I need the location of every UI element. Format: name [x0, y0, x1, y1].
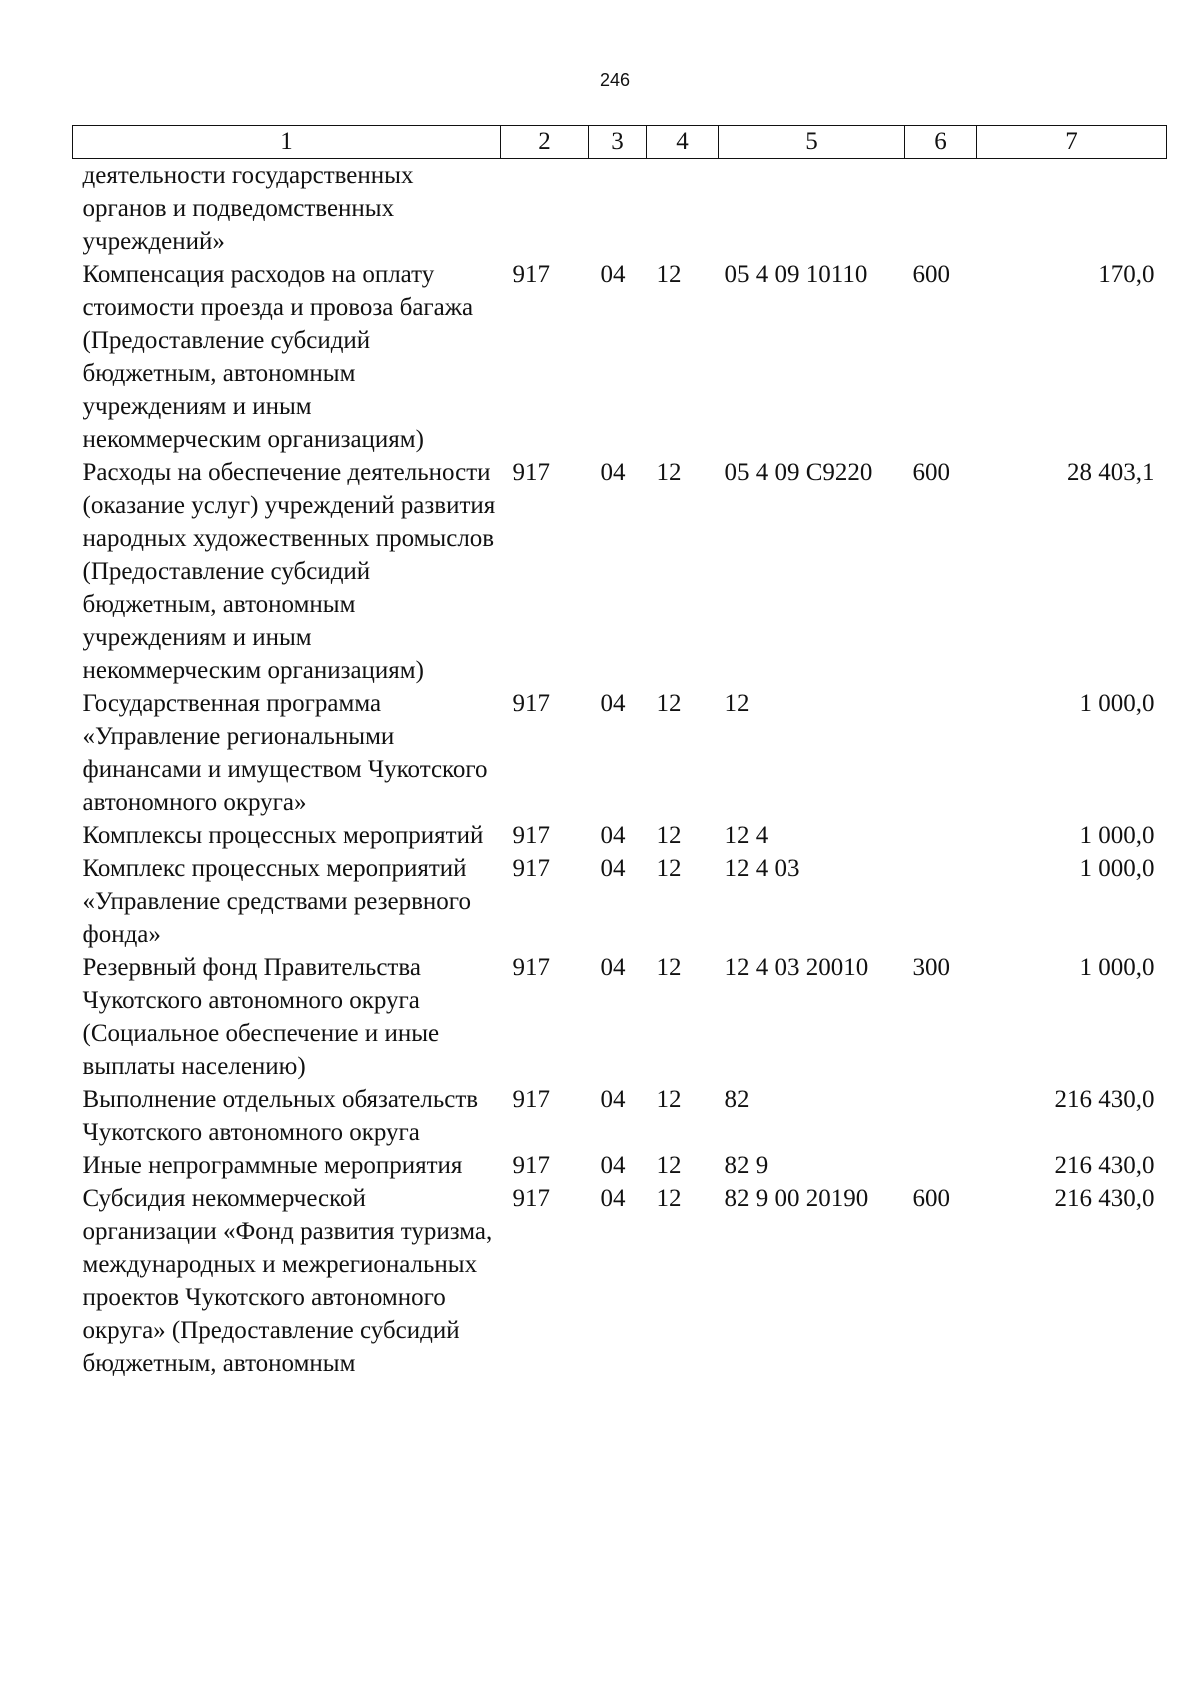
row-name: деятельности государственных органов и подведомственных учреждений»	[82, 162, 414, 255]
row-subsection-code: 12	[656, 459, 682, 486]
row-amount: 216 430,0	[1054, 1086, 1155, 1113]
row-section-code: 04	[600, 459, 626, 486]
row-amount: 216 430,0	[1054, 1185, 1155, 1212]
row-admin-code: 917	[512, 1152, 550, 1179]
row-target-code: 82 9 00 20190	[724, 1185, 869, 1212]
row-subsection-code	[647, 159, 719, 259]
row-target-code: 82 9	[724, 1152, 769, 1179]
row-amount: 28 403,1	[1067, 459, 1155, 486]
row-amount: 1 000,0	[1079, 690, 1155, 717]
row-expense-type	[905, 687, 977, 819]
table-row	[73, 687, 1167, 819]
row-expense-type	[905, 819, 977, 852]
row-expense-type	[905, 852, 977, 951]
row-target-code	[719, 159, 905, 259]
table-row	[73, 852, 1167, 951]
row-expense-type: 300	[912, 954, 950, 981]
table-row	[73, 819, 1167, 852]
row-name: Выполнение отдельных обязательств Чукотского автономного округа	[82, 1086, 479, 1146]
row-admin-code: 917	[512, 822, 550, 849]
table-row	[73, 1083, 1167, 1149]
row-expense-type: 600	[912, 459, 950, 486]
row-section-code: 04	[600, 954, 626, 981]
row-section-code: 04	[600, 1185, 626, 1212]
row-expense-type	[905, 1149, 977, 1182]
table-row	[73, 1182, 1167, 1380]
row-expense-type: 600	[912, 1185, 950, 1212]
row-admin-code: 917	[512, 690, 550, 717]
row-target-code: 12 4	[724, 822, 769, 849]
row-section-code: 04	[600, 1086, 626, 1113]
column-header: 6	[905, 126, 977, 159]
row-admin-code: 917	[512, 855, 550, 882]
row-name: Иные непрограммные мероприятия	[82, 1152, 463, 1179]
row-subsection-code: 12	[656, 1152, 682, 1179]
row-name: Расходы на обеспечение деятельности (оказание услуг) учреждений развития народных художественных промыслов (Предоставление субсидий бюджетным, автономным учреждениям и иным некоммерческим организациям)	[82, 459, 496, 684]
row-admin-code: 917	[512, 954, 550, 981]
row-target-code: 82	[724, 1086, 750, 1113]
row-amount: 1 000,0	[1079, 855, 1155, 882]
row-name: Компенсация расходов на оплату стоимости проезда и провоза багажа (Предоставление субсидий бюджетным, автономным учреждениям и иным некоммерческим организациям)	[82, 261, 474, 453]
row-expense-type	[905, 159, 977, 259]
row-subsection-code: 12	[656, 1086, 682, 1113]
row-admin-code: 917	[512, 1086, 550, 1113]
table-row	[73, 1149, 1167, 1182]
row-subsection-code: 12	[656, 1185, 682, 1212]
row-target-code: 12	[724, 690, 750, 717]
table-row	[73, 456, 1167, 687]
row-amount: 216 430,0	[1054, 1152, 1155, 1179]
row-admin-code: 917	[512, 261, 550, 288]
column-header: 1	[73, 126, 501, 159]
row-subsection-code: 12	[656, 261, 682, 288]
table-row	[73, 159, 1167, 259]
row-target-code: 12 4 03 20010	[724, 954, 869, 981]
row-name: Резервный фонд Правительства Чукотского автономного округа (Социальное обеспечение и иные выплаты населению)	[82, 954, 440, 1080]
row-amount: 170,0	[1098, 261, 1155, 288]
column-header: 5	[719, 126, 905, 159]
column-header: 3	[589, 126, 647, 159]
column-header: 4	[647, 126, 719, 159]
page-number: 246	[599, 70, 631, 90]
row-amount	[977, 159, 1167, 259]
row-subsection-code: 12	[656, 855, 682, 882]
row-subsection-code: 12	[656, 690, 682, 717]
row-section-code: 04	[600, 822, 626, 849]
column-header: 2	[501, 126, 589, 159]
row-section-code: 04	[600, 690, 626, 717]
row-target-code: 05 4 09 С9220	[724, 459, 873, 486]
row-admin-code: 917	[512, 1185, 550, 1212]
row-subsection-code: 12	[656, 822, 682, 849]
row-section-code: 04	[600, 855, 626, 882]
row-target-code: 12 4 03	[724, 855, 800, 882]
row-expense-type: 600	[912, 261, 950, 288]
row-admin-code: 917	[512, 459, 550, 486]
table-row	[73, 951, 1167, 1083]
row-name: Комплекс процессных мероприятий «Управление средствами резервного фонда»	[82, 855, 471, 948]
column-header: 7	[977, 126, 1167, 159]
row-section-code	[589, 159, 647, 259]
row-amount: 1 000,0	[1079, 822, 1155, 849]
row-section-code: 04	[600, 261, 626, 288]
row-expense-type	[905, 1083, 977, 1149]
row-name: Субсидия некоммерческой организации «Фонд развития туризма, международных и межрегиональных проектов Чукотского автономного округа» (Предоставление субсидий бюджетным, автономным	[82, 1185, 493, 1377]
row-target-code: 05 4 09 10110	[724, 261, 868, 288]
row-subsection-code: 12	[656, 954, 682, 981]
row-name: Комплексы процессных мероприятий	[82, 822, 484, 849]
budget-table	[72, 125, 1167, 1380]
row-name: Государственная программа «Управление региональными финансами и имуществом Чукотского автономного округа»	[82, 690, 488, 816]
row-amount: 1 000,0	[1079, 954, 1155, 981]
table-row	[73, 258, 1167, 456]
row-admin-code	[501, 159, 589, 259]
row-section-code: 04	[600, 1152, 626, 1179]
table-header-row	[73, 126, 1167, 159]
